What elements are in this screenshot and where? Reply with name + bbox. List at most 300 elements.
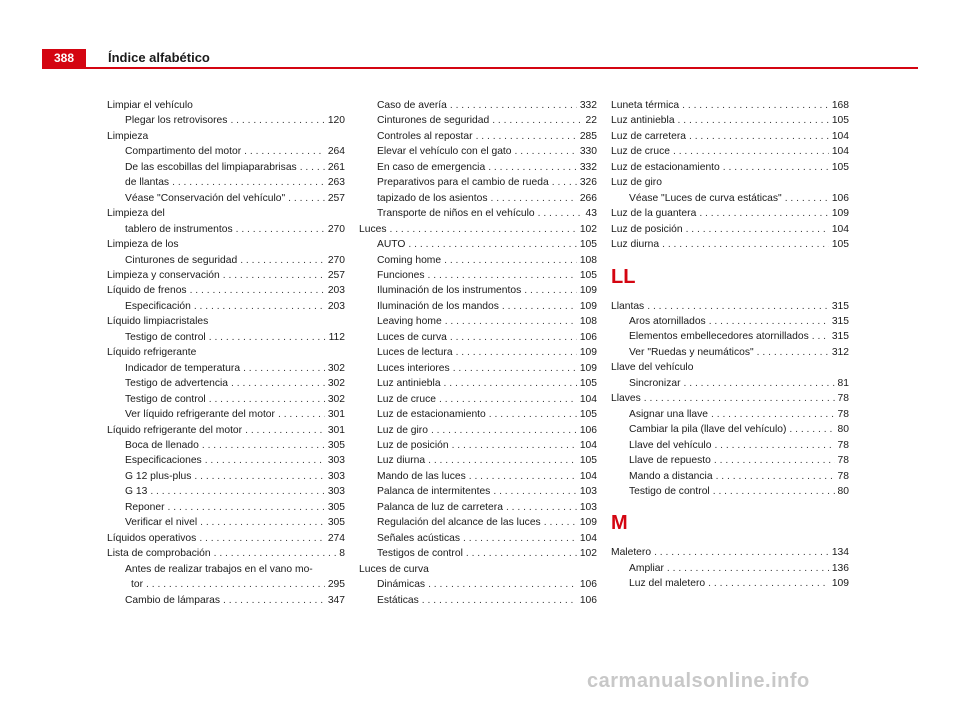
index-subentry[interactable] [359,407,597,422]
dot-leader [538,206,583,221]
dot-leader [444,253,577,268]
index-subentry[interactable] [359,515,597,530]
page-reference: 106 [831,192,849,204]
page-reference: 78 [837,455,849,467]
page-reference: 303 [327,486,345,498]
index-subentry[interactable] [107,361,345,376]
index-subentry[interactable] [611,314,849,329]
dot-leader [245,423,325,438]
index-subentry[interactable] [359,361,597,376]
entry-text: Boca de llenado [125,439,199,451]
entry-text: tablero de instrumentos [125,223,233,235]
index-subentry[interactable] [359,593,597,608]
footer-watermark: carmanualsonline.info [587,670,810,692]
dot-leader [469,469,577,484]
entry-text: Limpieza del [107,208,165,220]
entry-text: Preparativos para el cambio de rueda [377,177,549,189]
dot-leader [244,144,325,159]
index-entry[interactable] [611,391,849,406]
page-reference: 264 [327,146,345,158]
dot-leader [552,175,577,190]
index-entry[interactable] [611,360,849,375]
dot-leader [223,268,325,283]
dot-leader [300,160,325,175]
index-subentry[interactable] [611,561,849,576]
page-reference: 305 [327,517,345,529]
dot-leader [506,500,577,515]
dot-leader [682,98,829,113]
page-reference: 303 [327,455,345,467]
entry-text: Elevar el vehículo con el gato [377,146,512,158]
page-reference: 332 [579,161,597,173]
dot-leader [654,545,829,560]
index-subentry[interactable] [359,314,597,329]
entry-text: Llave del vehículo [629,439,712,451]
page-reference: 257 [327,192,345,204]
dot-leader [644,391,835,406]
index-entry[interactable] [107,206,345,221]
entry-text: Coming home [377,254,442,266]
entry-text: Cambio de lámparas [125,594,221,606]
index-subentry[interactable] [359,577,597,592]
dot-leader [662,237,829,252]
entry-text: Especificaciones [125,455,202,467]
index-subentry[interactable] [359,206,597,221]
entry-text: Mando de las luces [377,470,466,482]
index-subentry[interactable] [107,191,345,206]
index-subentry[interactable] [611,376,849,391]
page-reference: 301 [327,409,345,421]
page-reference: 347 [327,594,345,606]
entry-text: Luz del maletero [629,578,706,590]
entry-text: Asignar una llave [629,408,708,420]
entry-text: Llantas [611,300,645,312]
dot-leader [708,576,829,591]
page-reference: 105 [831,115,849,127]
entry-text: Luz diurna [377,455,426,467]
page-reference: 263 [327,177,345,189]
dot-leader [288,191,325,206]
entry-text: Ver líquido refrigerante del motor [125,409,275,421]
page-reference: 78 [837,439,849,451]
entry-text: Líquidos operativos [107,532,197,544]
page-reference: 312 [831,346,849,358]
index-subentry[interactable] [359,237,597,252]
index-subentry[interactable] [359,175,597,190]
dot-leader [812,329,829,344]
page-reference: 302 [327,362,345,374]
page-reference: 81 [837,377,849,389]
dot-leader [488,160,577,175]
index-subentry[interactable] [107,160,345,175]
dot-leader [200,515,325,530]
index-subentry[interactable] [107,453,345,468]
index-subentry[interactable] [359,546,597,561]
page-reference: 105 [831,239,849,251]
entry-text: Especificación [125,300,191,312]
entry-text: G 13 [125,486,148,498]
page-reference: 315 [831,315,849,327]
page-reference: 105 [579,239,597,251]
index-subentry[interactable] [611,329,849,344]
index-subentry[interactable] [359,253,597,268]
index-subentry[interactable] [359,438,597,453]
dot-leader [450,330,577,345]
dot-leader [699,206,829,221]
entry-text: Luz de cruce [611,146,670,158]
index-entry[interactable] [611,299,849,314]
index-entry[interactable] [611,175,849,190]
page-reference: 302 [327,378,345,390]
page-reference: 108 [579,316,597,328]
index-entry[interactable] [611,222,849,237]
index-subentry[interactable] [359,268,597,283]
entry-text: Señales acústicas [377,532,460,544]
page-reference: 112 [328,331,345,343]
entry-text: Maletero [611,547,652,559]
page-reference: 332 [579,100,597,111]
dot-leader [466,546,577,561]
section-letter: M [611,512,628,535]
dot-leader [489,407,577,422]
dot-leader [428,268,577,283]
page-reference: 105 [579,269,597,281]
entry-text: Luces de curva [377,331,447,343]
page-reference: 105 [579,378,597,390]
dot-leader [711,407,835,422]
index-subentry[interactable] [359,330,597,345]
page-reference: 109 [831,208,849,220]
entry-text: Luz de cruce [377,393,436,405]
page-number: 388 [42,49,86,67]
dot-leader [502,299,577,314]
index-subentry[interactable] [359,160,597,175]
page-reference: 103 [579,486,597,498]
dot-leader [150,484,324,499]
index-subentry[interactable] [107,299,345,314]
dot-leader [236,222,325,237]
index-subentry[interactable] [107,392,345,407]
index-entry[interactable] [107,237,345,252]
index-subentry[interactable] [359,144,597,159]
page-reference: 109 [579,300,597,312]
index-subentry[interactable] [611,422,849,437]
index-entry[interactable] [611,160,849,175]
page-reference: 120 [327,115,345,127]
page-reference: 326 [579,177,597,189]
index-subentry[interactable] [359,191,597,206]
dot-leader [240,253,325,268]
index-entry[interactable] [359,562,597,577]
entry-text: Cinturones de seguridad [377,115,490,127]
entry-text: Luz de carretera [611,130,686,142]
page-reference: 22 [585,115,597,127]
dot-leader [445,314,577,329]
page-reference: 261 [327,161,345,173]
page-reference: 305 [327,439,345,451]
entry-text: Aros atornillados [629,315,706,327]
dot-leader [492,113,582,128]
index-entry[interactable] [359,222,597,237]
index-subentry[interactable] [107,407,345,422]
dot-leader [231,376,325,391]
index-entry[interactable] [611,98,849,113]
page-reference: 302 [327,393,345,405]
entry-text: Luz de la guantera [611,208,697,220]
page-reference: 80 [837,424,849,436]
dot-leader [243,361,325,376]
index-subentry[interactable] [359,531,597,546]
index-subentry[interactable] [359,98,597,113]
index-subentry[interactable] [359,129,597,144]
dot-leader [714,438,834,453]
index-subentry[interactable] [611,438,849,453]
index-subentry[interactable] [107,562,345,577]
page-reference: 102 [579,223,597,235]
index-subentry[interactable] [359,283,597,298]
page-reference: 109 [579,362,597,374]
entry-text: Testigo de control [125,393,206,405]
page-reference: 266 [579,192,597,204]
page-reference: 78 [837,408,849,420]
entry-text: Ampliar [629,562,664,574]
entry-text: Luz de estacionamiento [611,161,720,173]
index-entry[interactable] [107,546,345,561]
dot-leader [431,423,577,438]
index-entry[interactable] [611,144,849,159]
index-subentry[interactable] [107,376,345,391]
entry-text: Reponer [125,501,165,513]
index-subentry[interactable] [107,113,345,128]
index-entry[interactable] [107,345,345,360]
dot-leader [190,283,325,298]
index-subentry[interactable] [611,191,849,206]
dot-leader [716,469,835,484]
dot-leader [168,500,325,515]
entry-text: De las escobillas del limpiaparabrisas [125,161,297,173]
entry-text: Iluminación de los instrumentos [377,285,522,297]
index-entry[interactable] [611,545,849,560]
dot-leader [757,345,829,360]
page-reference: 104 [579,532,597,544]
dot-leader [463,531,577,546]
index-subentry[interactable] [107,144,345,159]
entry-text: Verificar el nivel [125,517,198,529]
page-reference: 203 [327,285,345,297]
page-reference: 106 [579,424,597,436]
index-subentry[interactable] [359,484,597,499]
entry-text: Indicador de temperatura [125,362,241,374]
dot-leader [444,376,577,391]
index-subentry[interactable] [359,453,597,468]
index-subentry[interactable] [359,423,597,438]
entry-text: Cinturones de seguridad [125,254,238,266]
entry-text: Luces interiores [377,362,450,374]
entry-text: Palanca de luz de carretera [377,501,503,513]
dot-leader [389,222,576,237]
index-subentry[interactable] [359,500,597,515]
index-subentry[interactable] [611,484,849,499]
index-entry[interactable] [611,237,849,252]
page-reference: 104 [579,393,597,405]
dot-leader [673,144,829,159]
dot-leader [789,422,834,437]
page-reference: 285 [579,130,597,142]
page-reference: 108 [579,254,597,266]
page-reference: 102 [579,548,597,560]
dot-leader [172,175,325,190]
index-subentry[interactable] [107,484,345,499]
index-subentry[interactable] [107,593,345,608]
index-subentry[interactable] [107,330,345,345]
entry-text: G 12 plus-plus [125,470,192,482]
dot-leader [453,361,577,376]
dot-leader [647,299,829,314]
entry-text: Plegar los retrovisores [125,115,228,127]
entry-text: Iluminación de los mandos [377,300,499,312]
index-subentry[interactable] [611,453,849,468]
page-reference: 109 [579,347,597,359]
dot-leader [714,453,835,468]
entry-text: Testigos de control [377,548,463,560]
index-column-1 [107,98,345,608]
index-entry[interactable] [107,283,345,298]
dot-leader [205,453,325,468]
entry-text: Lista de comprobación [107,548,211,560]
index-subentry[interactable] [107,469,345,484]
index-subentry[interactable] [107,500,345,515]
entry-text: Elementos embellecedores atornillados [629,331,809,343]
page-reference: 168 [831,100,849,111]
entry-text: Testigo de control [125,331,206,343]
index-subentry[interactable] [107,253,345,268]
dot-leader [428,453,577,468]
index-subentry[interactable] [107,577,345,592]
index-subentry[interactable] [107,175,345,190]
dot-leader [194,299,325,314]
dot-leader [194,469,324,484]
index-entry[interactable] [107,423,345,438]
dot-leader [209,330,326,345]
entry-text: Palanca de intermitentes [377,486,491,498]
entry-text: Líquido limpiacristales [107,316,209,328]
page-reference: 315 [831,331,849,343]
page-reference: 104 [579,439,597,451]
page-reference: 104 [579,470,597,482]
index-subentry[interactable] [611,407,849,422]
index-entry[interactable] [611,129,849,144]
dot-leader [678,113,829,128]
dot-leader [209,392,325,407]
page-reference: 78 [837,393,849,405]
page-reference: 295 [327,579,345,591]
index-subentry[interactable] [107,515,345,530]
index-subentry[interactable] [359,469,597,484]
page-reference: 8 [339,548,345,560]
page-reference: 104 [831,130,849,142]
index-subentry[interactable] [611,576,849,591]
entry-text: Antes de realizar trabajos en el vano mo- [125,563,313,575]
dot-leader [785,191,829,206]
index-entry[interactable] [107,531,345,546]
dot-leader [422,593,577,608]
dot-leader [689,129,829,144]
dot-leader [450,98,577,113]
entry-text: Llaves [611,393,641,405]
dot-leader [439,392,577,407]
index-entry[interactable] [611,113,849,128]
entry-text: Líquido de frenos [107,285,187,297]
index-subentry[interactable] [611,345,849,360]
entry-text: Véase "Conservación del vehículo" [125,192,286,204]
dot-leader [713,484,835,499]
page-reference: 105 [579,455,597,467]
entry-text: Luces de lectura [377,347,453,359]
index-subentry[interactable] [359,392,597,407]
index-subentry[interactable] [359,113,597,128]
dot-leader [452,438,577,453]
index-entry[interactable] [611,206,849,221]
index-subentry[interactable] [107,438,345,453]
index-entry[interactable] [107,314,345,329]
page-reference: 203 [327,300,345,312]
index-subentry[interactable] [359,376,597,391]
entry-text: Leaving home [377,316,442,328]
dot-leader [230,113,324,128]
dot-leader [515,144,577,159]
entry-text: Luz de estacionamiento [377,409,486,421]
header-divider [42,67,918,69]
index-subentry[interactable] [611,469,849,484]
entry-text: Llave del vehículo [611,362,694,374]
dot-leader [408,237,576,252]
entry-text: Transporte de niños en el vehículo [377,208,535,220]
entry-text: Controles al repostar [377,130,473,142]
entry-text: Mando a distancia [629,470,713,482]
entry-text: de llantas [125,177,170,189]
page-reference: 106 [579,579,597,591]
entry-text: Funciones [377,269,425,281]
page-reference: 270 [327,254,345,266]
dot-leader [684,376,835,391]
page-reference: 274 [327,532,345,544]
dot-leader [146,577,325,592]
entry-text: Luces [359,223,387,235]
entry-text: tapizado de los asientos [377,192,488,204]
entry-text: Caso de avería [377,100,447,111]
page-reference: 303 [327,470,345,482]
entry-text: Limpieza de los [107,239,179,251]
index-subentry[interactable] [107,222,345,237]
dot-leader [278,407,325,422]
dot-leader [214,546,337,561]
dot-leader [524,283,577,298]
index-subentry[interactable] [359,299,597,314]
entry-text: Luz de giro [611,177,662,189]
index-subentry[interactable] [359,345,597,360]
dot-leader [544,515,577,530]
entry-text: Sincronizar [629,377,681,389]
entry-text: Luz de posición [377,439,449,451]
entry-text: Líquido refrigerante del motor [107,424,243,436]
index-entry[interactable] [107,268,345,283]
index-entry[interactable] [107,129,345,144]
page-reference: 105 [579,409,597,421]
index-entry[interactable] [107,98,345,113]
page-reference: 315 [831,300,849,312]
page-reference: 270 [327,223,345,235]
page-reference: 106 [579,331,597,343]
